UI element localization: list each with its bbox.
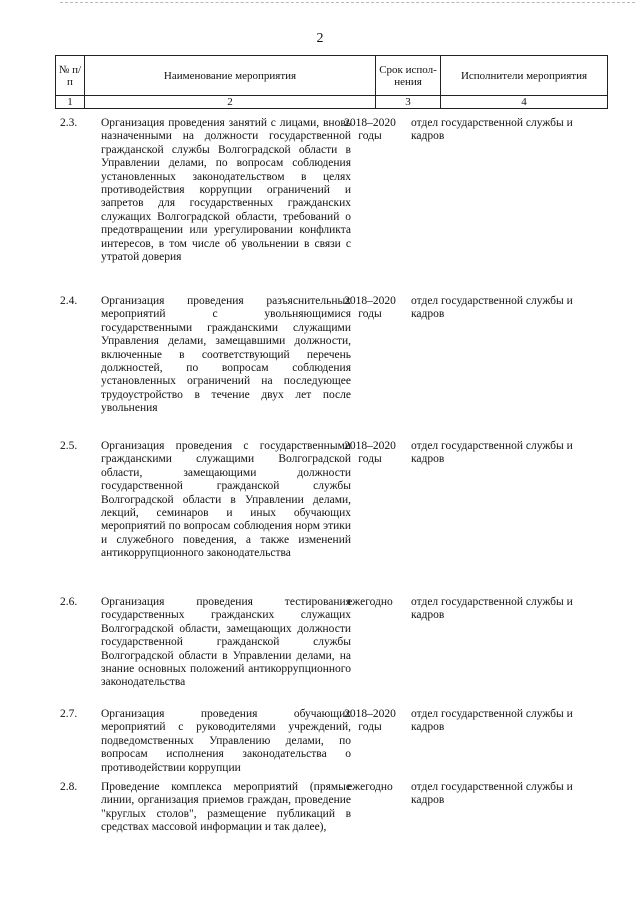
- row-name: Организация проведения тестирования государственных гражданских служащих Волгоградской области, замещающих должности государственной гражданской службы Волгоградской области в Управлении делами, на знание основных положений антикоррупционного законодательства: [101, 596, 351, 689]
- top-dashed-rule: [60, 2, 635, 3]
- row-name: Проведение комплекса мероприятий (прямые линии, организация приемов граждан, проведение "круглых столов", размещение публикаций в средствах массовой информации и так далее),: [101, 781, 351, 834]
- row-number: 2.7.: [60, 708, 78, 720]
- header-index-2: 2: [85, 96, 376, 109]
- header-index-3: 3: [376, 96, 441, 109]
- row-executor: отдел государственной службы и кадров: [411, 781, 573, 807]
- row-term: 2018–2020 годы: [344, 440, 396, 466]
- header-index-4: 4: [441, 96, 608, 109]
- row-name: Организация проведения разъяснительных мероприятий с увольняющимися государственными гражданскими служащими Управления делами, замещавшими должности, включенные в соответствующий перечень должностей, по вопросам соблюдения установленных ограничений на последующее трудоустройство в течение двух лет после увольнения: [101, 295, 351, 415]
- row-name: Организация проведения с государственными гражданскими служащими Волгоградской области, замещающими должности государственной гражданской службы Волгоградской области в Управлении делами, лекций, семинаров и иных обучающих мероприятий по вопросам соблюдения норм этики и служебного поведения, а также изменений антикоррупционного законодательства: [101, 440, 351, 560]
- header-name: Наименование мероприятия: [85, 56, 376, 96]
- row-number: 2.6.: [60, 596, 78, 608]
- row-executor: отдел государственной службы и кадров: [411, 295, 573, 321]
- header-term: Срок испол- нения: [376, 56, 441, 96]
- row-number: 2.8.: [60, 781, 78, 793]
- row-term: 2018–2020 годы: [344, 708, 396, 734]
- row-number: 2.4.: [60, 295, 78, 307]
- header-num: № п/п: [56, 56, 85, 96]
- row-term: 2018–2020 годы: [344, 117, 396, 143]
- measures-table: [55, 55, 603, 861]
- row-term: ежегодно: [347, 596, 393, 608]
- row-name: Организация проведения обучающих мероприятий с руководителями учреждений, подведомственных Управлению делами, по вопросам исполнения законодательства о противодействии коррупции: [101, 708, 351, 774]
- header-exec: Исполнители мероприятия: [441, 56, 608, 96]
- row-term: 2018–2020 годы: [344, 295, 396, 321]
- row-number: 2.5.: [60, 440, 78, 452]
- row-executor: отдел государственной службы и кадров: [411, 708, 573, 734]
- page-number: 2: [316, 31, 324, 46]
- table-row: [55, 781, 603, 861]
- row-number: 2.3.: [60, 117, 78, 129]
- table-row: [55, 295, 603, 440]
- row-executor: отдел государственной службы и кадров: [411, 440, 573, 466]
- table-row: [55, 596, 603, 708]
- table-row: [55, 117, 603, 295]
- row-name: Организация проведения занятий с лицами, вновь назначенными на должности государственной гражданской службы Волгоградской области в Управлении делами, по вопросам соблюдения установленных законодательством в целях противодействия коррупции ограничений и запретов для государственных гражданских служащих Волгоградской области, требований о предотвращении или урегулировании конфликта интересов, в том числе об увольнении в связи с утратой доверия: [101, 117, 351, 264]
- row-executor: отдел государственной службы и кадров: [411, 117, 573, 143]
- table-row: [55, 708, 603, 781]
- header-index-1: 1: [56, 96, 85, 109]
- table-row: [55, 440, 603, 596]
- table-header: [55, 55, 608, 109]
- row-term: ежегодно: [347, 781, 393, 793]
- row-executor: отдел государственной службы и кадров: [411, 596, 573, 622]
